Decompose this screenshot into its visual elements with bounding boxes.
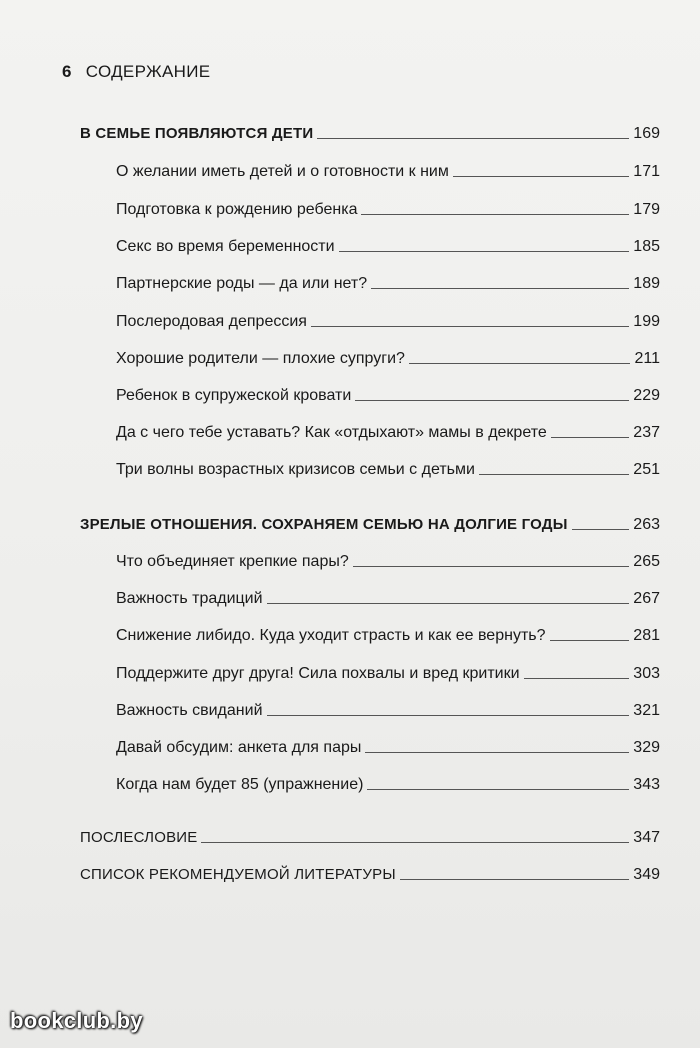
toc-entry <box>116 420 660 442</box>
toc-leader-line <box>267 603 630 604</box>
toc-entry-title: Партнерские роды — да или нет? <box>116 275 368 292</box>
toc-entry-title: Что объединяет крепкие пары? <box>116 553 349 570</box>
toc-entry <box>116 698 660 720</box>
running-title: СОДЕРЖАНИЕ <box>85 62 211 81</box>
toc-leader-line <box>311 326 629 327</box>
toc-leader-line <box>353 566 630 567</box>
toc-entry <box>116 271 660 293</box>
toc-entry-title: Ребенок в супружеской кровати <box>116 387 352 404</box>
toc-entry-page: 185 <box>633 238 660 255</box>
toc-entry-page: 171 <box>633 163 660 180</box>
toc-entry-title: ЗРЕЛЫЕ ОТНОШЕНИЯ. СОХРАНЯЕМ СЕМЬЮ НА ДОЛГИЕ ГОДЫ <box>80 516 568 533</box>
toc-leader-line <box>317 138 629 139</box>
toc-entry-title: Снижение либидо. Куда уходит страсть и как ее вернуть? <box>116 627 546 644</box>
toc-entry-page: 281 <box>633 627 660 644</box>
site-watermark: bookclub.by <box>10 1008 143 1033</box>
toc-entry-page: 321 <box>633 702 660 719</box>
toc-entry-page: 229 <box>633 387 660 404</box>
toc-leader-line <box>371 288 629 289</box>
toc-entry <box>116 197 660 219</box>
toc-section <box>80 825 660 847</box>
toc-entry-page: 263 <box>633 516 660 533</box>
toc-entry-title: СПИСОК РЕКОМЕНДУЕМОЙ ЛИТЕРАТУРЫ <box>80 866 396 883</box>
toc-entry-page: 329 <box>633 739 660 756</box>
toc-entry-page: 343 <box>633 776 660 793</box>
toc-leader-line <box>339 251 630 252</box>
toc-entry-page: 179 <box>633 201 660 218</box>
toc-leader-line <box>409 363 631 364</box>
toc-leader-line <box>453 176 629 177</box>
page-number: 6 <box>62 62 72 81</box>
toc-entry-title: Секс во время беременности <box>116 238 335 255</box>
toc-leader-line <box>551 437 630 438</box>
toc-leader-line <box>355 400 629 401</box>
toc-entry <box>116 383 660 405</box>
toc-entry-title: Да с чего тебе уставать? Как «отдыхают» мамы в декрете <box>116 424 547 441</box>
toc-entry-title: Поддержите друг друга! Сила похвалы и вред критики <box>116 665 520 682</box>
toc-entry <box>116 346 660 368</box>
toc-leader-line <box>524 678 630 679</box>
toc-entry <box>116 735 660 757</box>
toc-entry-title: Подготовка к рождению ребенка <box>116 201 358 218</box>
toc-entry <box>116 586 660 608</box>
toc-entry-page: 251 <box>633 461 660 478</box>
toc-leader-line <box>361 214 629 215</box>
toc-entry-title: Послеродовая депрессия <box>116 313 307 330</box>
toc-entry-title: Три волны возрастных кризисов семьи с детьми <box>116 461 475 478</box>
toc-entry <box>116 623 660 645</box>
toc-section <box>80 512 660 534</box>
toc-entry-page: 349 <box>633 866 660 883</box>
running-head <box>62 62 210 82</box>
toc-leader-line <box>479 474 629 475</box>
toc-entry-page: 211 <box>634 350 660 367</box>
toc-entry-title: Хорошие родители — плохие супруги? <box>116 350 405 367</box>
toc-leader-line <box>267 715 630 716</box>
toc-entry-page: 347 <box>633 829 660 846</box>
toc-entry-title: О желании иметь детей и о готовности к ним <box>116 163 449 180</box>
toc-entry-page: 267 <box>633 590 660 607</box>
toc-entry-page: 189 <box>633 275 660 292</box>
toc-leader-line <box>550 640 630 641</box>
toc-leader-line <box>572 529 630 530</box>
toc-entry-page: 237 <box>633 424 660 441</box>
toc-leader-line <box>400 879 629 880</box>
toc-leader-line <box>365 752 629 753</box>
toc-entry-page: 303 <box>633 665 660 682</box>
toc-entry-title: Когда нам будет 85 (упражнение) <box>116 776 364 793</box>
toc-leader-line <box>201 842 629 843</box>
toc-entry-title: В СЕМЬЕ ПОЯВЛЯЮТСЯ ДЕТИ <box>80 125 314 142</box>
toc-entry <box>116 549 660 571</box>
toc-entry-page: 169 <box>633 125 660 142</box>
toc-leader-line <box>367 789 629 790</box>
toc-entry <box>116 772 660 794</box>
toc-entry <box>116 234 660 256</box>
toc-entry-page: 199 <box>633 313 660 330</box>
toc-entry <box>116 661 660 683</box>
toc-entry <box>116 159 660 181</box>
toc-entry-title: ПОСЛЕСЛОВИЕ <box>80 829 198 846</box>
toc-entry-title: Давай обсудим: анкета для пары <box>116 739 362 756</box>
toc-entry-page: 265 <box>633 553 660 570</box>
toc-section <box>80 862 660 884</box>
toc-section <box>80 121 660 143</box>
toc-entry <box>116 309 660 331</box>
toc-entry-title: Важность свиданий <box>116 702 263 719</box>
toc-entry-title: Важность традиций <box>116 590 263 607</box>
toc-entry <box>116 457 660 479</box>
